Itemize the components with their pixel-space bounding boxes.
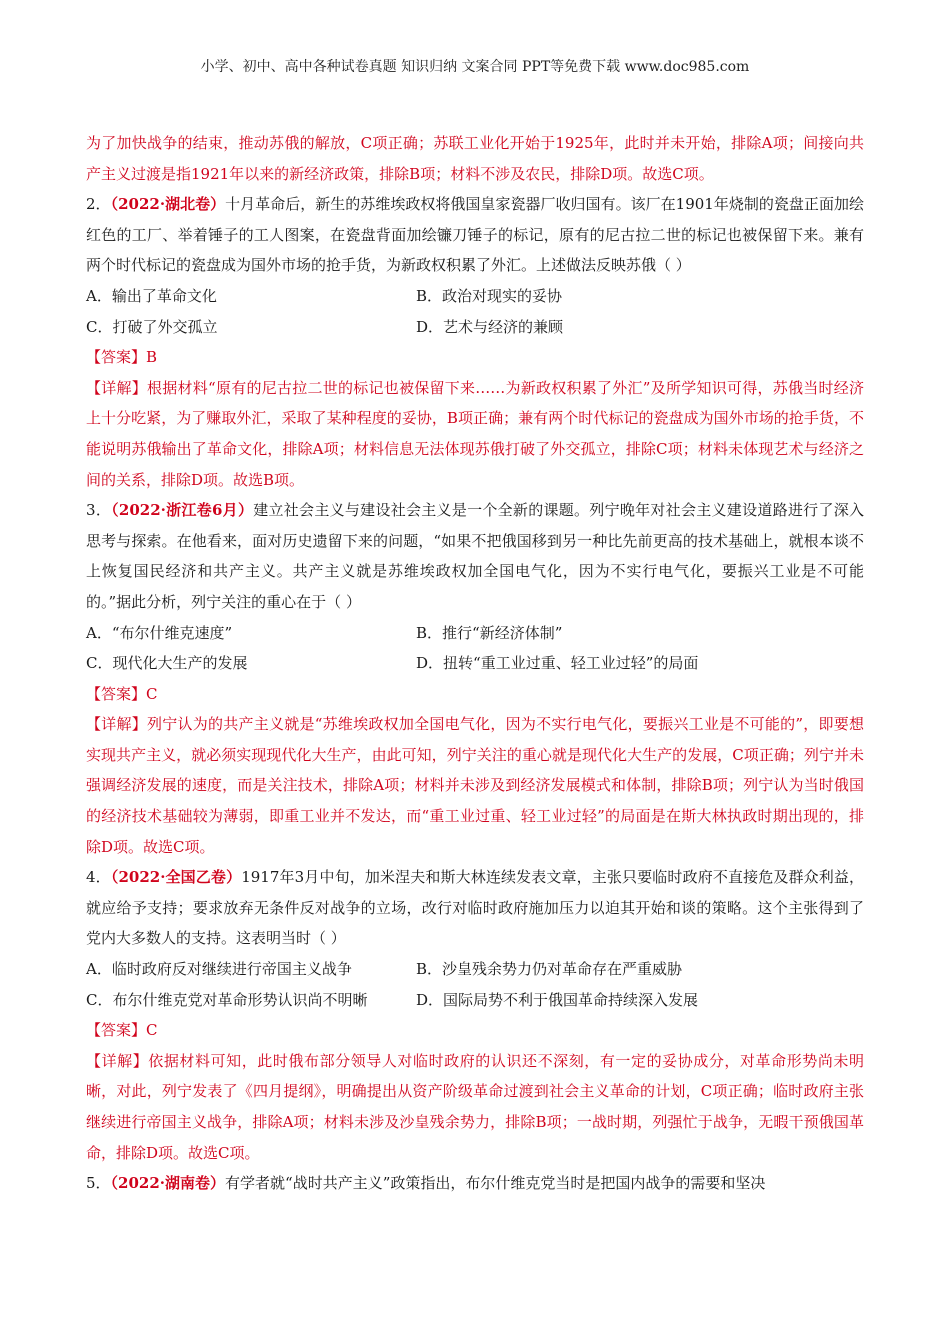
- document-body: [86, 128, 864, 1199]
- answer: 【答案】C: [86, 1021, 158, 1040]
- question-number: 5．: [86, 1174, 111, 1193]
- option-c: C．打破了外交孤立: [86, 317, 218, 336]
- option-c: C．布尔什维克党对革命形势认识尚不明晰: [86, 990, 368, 1009]
- question-number: 4．: [86, 868, 111, 887]
- question-source: （2022·湖南卷）: [110, 1174, 226, 1193]
- question-source: （2022·全国乙卷）: [110, 868, 242, 887]
- question-4: [86, 862, 864, 1168]
- question-text: 建立社会主义与建设社会主义是一个全新的课题。列宁晚年对社会主义建设道路进行了深入思考与探索。在他看来，面对历史遗留下来的问题，“如果不把俄国移到另一种比先前更高的技术基础上，就根本谈不上恢复国民经济和共产主义。共产主义就是苏维埃政权加全国电气化，因为不实行电气化，要振兴工业是不可能的。”据此分析，列宁关注的重心在于（ ）: [86, 501, 864, 611]
- option-b: B．推行“新经济体制”: [416, 623, 563, 642]
- option-d: D．国际局势不利于俄国革命持续深入发展: [416, 990, 699, 1009]
- question-source: （2022·浙江卷6月）: [111, 501, 254, 520]
- explanation: 【详解】根据材料“原有的尼古拉二世的标记也被保留下来……为新政权积累了外汇”及所学知识可得，苏俄当时经济上十分吃紧，为了赚取外汇，采取了某种程度的妥协，B项正确；兼有两个时代标记的瓷盘成为国外市场的抢手货，不能说明苏俄输出了革命文化，排除A项；材料信息无法体现苏俄打破了外交孤立，排除C项；材料未体现艺术与经济之间的关系，排除D项。故选B项。: [86, 378, 864, 489]
- option-d: D．扭转“重工业过重、轻工业过轻”的局面: [416, 654, 699, 673]
- explanation: 【详解】依据材料可知，此时俄布部分领导人对临时政府的认识还不深刻，有一定的妥协成分，对革命形势尚未明晰，对此，列宁发表了《四月提纲》，明确提出从资产阶级革命过渡到社会主义革命的计划，C项正确；临时政府主张继续进行帝国主义战争，排除A项；材料未涉及沙皇残余势力，排除B项；一战时期，列强忙于战争，无暇干预俄国革命，排除D项。故选C项。: [86, 1051, 864, 1162]
- option-b: B．政治对现实的妥协: [416, 286, 563, 305]
- option-a: A．输出了革命文化: [86, 286, 217, 305]
- question-text: 十月革命后，新生的苏维埃政权将俄国皇家瓷器厂收归国有。该厂在1901年烧制的瓷盘正面加绘红色的工厂、举着锤子的工人图案，在瓷盘背面加绘镰刀锤子的标记，原有的尼古拉二世的标记也被保留下来。兼有两个时代标记的瓷盘成为国外市场的抢手货，为新政权积累了外汇。上述做法反映苏俄（ ）: [86, 195, 864, 275]
- options: [86, 618, 864, 679]
- answer: 【答案】B: [86, 348, 158, 367]
- question-stem: [86, 189, 864, 281]
- option-a: A．临时政府反对继续进行帝国主义战争: [86, 960, 352, 979]
- question-stem: [86, 495, 864, 617]
- options: [86, 954, 864, 1015]
- page-header: 小学、初中、高中各种试卷真题 知识归纳 文案合同 PPT等免费下载 www.doc985.com: [200, 59, 750, 75]
- question-text: 有学者就“战时共产主义”政策指出，布尔什维克党当时是把国内战争的需要和坚决: [225, 1174, 766, 1193]
- option-a: A．“布尔什维克速度”: [86, 623, 233, 642]
- question-source: （2022·湖北卷）: [110, 195, 226, 214]
- question-5: [86, 1168, 864, 1199]
- intro-explanation: 为了加快战争的结束，推动苏俄的解放，C项正确；苏联工业化开始于1925年，此时并未开始，排除A项；间接向共产主义过渡是指1921年以来的新经济政策，排除B项；材料不涉及农民，排除D项。故选C项。: [86, 134, 864, 183]
- option-c: C．现代化大生产的发展: [86, 654, 248, 673]
- explanation: 【详解】列宁认为的共产主义就是“苏维埃政权加全国电气化，因为不实行电气化，要振兴工业是不可能的”，即要想实现共产主义，就必须实现现代化大生产，由此可知，列宁关注的重心就是现代化大生产的发展，C项正确；列宁并未强调经济发展的速度，而是关注技术，排除A项；材料并未涉及到经济发展模式和体制，排除B项；列宁认为当时俄国的经济技术基础较为薄弱，即重工业并不发达，而“重工业过重、轻工业过轻”的局面是在斯大林执政时期出现的，排除D项。故选C项。: [86, 715, 864, 856]
- option-b: B．沙皇残余势力仍对革命存在严重威胁: [416, 960, 683, 979]
- answer: 【答案】C: [86, 684, 158, 703]
- question-text: 1917年3月中旬，加米涅夫和斯大林连续发表文章，主张只要临时政府不直接危及群众利益，就应给予支持；要求放弃无条件反对战争的立场，改行对临时政府施加压力以迫其开始和谈的策略。这个主张得到了党内大多数人的支持。这表明当时（ ）: [86, 868, 864, 948]
- question-stem: [86, 862, 864, 954]
- question-number: 3．: [86, 501, 112, 520]
- question-number: 2．: [86, 195, 111, 214]
- options: [86, 281, 864, 342]
- question-2: [86, 189, 864, 495]
- question-stem: [86, 1168, 864, 1199]
- option-d: D．艺术与经济的兼顾: [416, 317, 564, 336]
- question-3: [86, 495, 864, 862]
